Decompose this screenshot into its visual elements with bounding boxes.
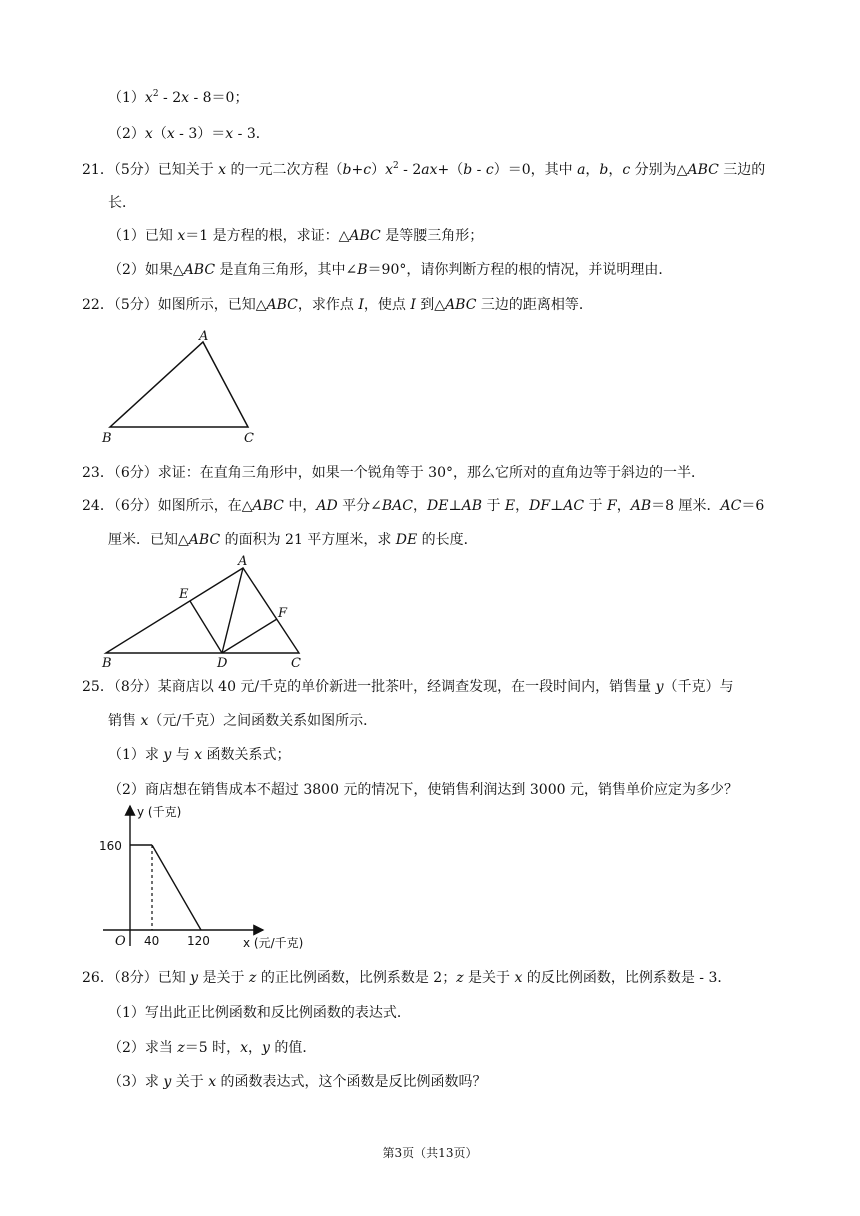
segment-de <box>190 601 222 653</box>
q21-part2: （2）如果△ABC 是直角三角形，其中∠B＝90°，请你判断方程的根的情况，并说明理由． <box>108 262 673 278</box>
line-decreasing-segment <box>152 845 201 930</box>
q25-part1: （1）求 y 与 x 函数关系式； <box>108 747 291 763</box>
y-tick-160: 160 <box>99 839 122 853</box>
triangle-abc <box>106 568 299 653</box>
q26-part1: （1）写出此正比例函数和反比例函数的表达式． <box>108 1005 411 1021</box>
q24-stem-cont: 厘米．已知△ABC 的面积为 21 平方厘米，求 DE 的长度． <box>108 532 478 548</box>
label-d: D <box>217 656 228 671</box>
q24-stem: 24．（6分）如图所示，在△ABC 中，AD 平分∠BAC，DE⊥AB 于 E，DF⊥AC 于 F，AB＝8 厘米．AC＝6 <box>82 498 765 514</box>
segment-ad <box>222 568 243 653</box>
label-e: E <box>179 587 189 602</box>
q26-stem: 26．（8分）已知 y 是关于 z 的正比例函数，比例系数是 2；z 是关于 x 的反比例函数，比例系数是 ‑ 3． <box>82 970 732 986</box>
q20-part2: （2）x（x ‑ 3）＝x ‑ 3． <box>108 126 270 142</box>
q25-part2: （2）商店想在销售成本不超过 3800 元的情况下，使销售利润达到 3000 元，销售单价应定为多少？ <box>108 782 738 798</box>
label-a: A <box>199 329 209 344</box>
q21-stem: 21．（5分）已知关于 x 的一元二次方程$(b+c)x^2$ ‑ 2ax+（b ‑ c）＝0，其中 a，b，c 分别为△ABC 三边的 <box>82 161 766 178</box>
q26-part2: （2）求当 z＝5 时，x，y 的值． <box>108 1040 317 1056</box>
label-b: B <box>102 431 112 446</box>
triangle-abc <box>110 342 248 427</box>
y-axis-label: y (千克) <box>137 805 182 819</box>
q23-stem: 23．（6分）求证：在直角三角形中，如果一个锐角等于 30°，那么它所对的直角边等于斜边的一半． <box>82 465 705 481</box>
q22-stem: 22．（5分）如图所示，已知△ABC，求作点 I，使点 I 到△ABC 三边的距离相等． <box>82 297 593 313</box>
figure-q25-graph <box>95 800 345 950</box>
label-b: B <box>102 656 112 671</box>
label-f: F <box>278 606 288 621</box>
q25-stem: 25．（8分）某商店以 40 元/千克的单价新进一批茶叶，经调查发现，在一段时间内，销售量 y（千克）与 <box>82 679 734 695</box>
q20-part1: $(1)x^2$ ‑ 2x ‑ 8＝0； <box>108 89 249 106</box>
q21-part1: （1）已知 x＝1 是方程的根，求证：△ABC 是等腰三角形； <box>108 228 484 244</box>
figure-q24-triangle <box>100 556 315 671</box>
origin-label: O <box>115 934 126 949</box>
figure-q22-triangle <box>100 328 270 448</box>
label-c: C <box>244 431 254 446</box>
q25-stem-cont: 销售 x（元/千克）之间函数关系如图所示． <box>108 713 378 729</box>
page-footer: 第3页（共13页） <box>382 1146 478 1160</box>
x-tick-120: 120 <box>187 934 210 948</box>
q26-part3: （3）求 y 关于 x 的函数表达式，这个函数是反比例函数吗？ <box>108 1074 487 1090</box>
label-a: A <box>238 554 248 569</box>
x-tick-40: 40 <box>144 934 160 948</box>
label-c: C <box>291 656 301 671</box>
x-axis-label: x (元/千克) <box>243 936 304 950</box>
segment-df <box>222 619 277 653</box>
q21-stem-cont: 长． <box>108 195 136 211</box>
